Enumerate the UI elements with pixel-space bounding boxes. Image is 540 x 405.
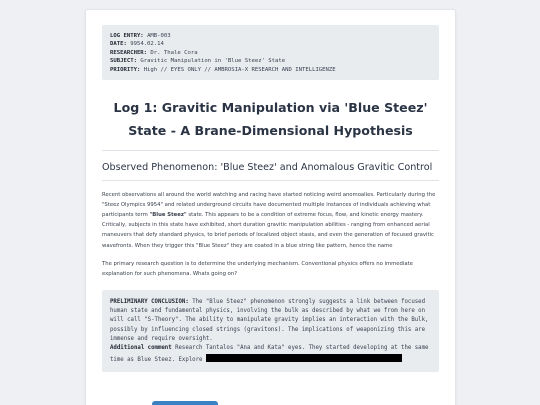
conclusion-text: The "Blue Steez" phenomenon strongly suggests a link between focused human state and fundamental physics, involving the bulk as described by what we from here on will call "S-Theory". The ability to manipulate gravity implies an interaction with the Bulk, possibly by influencing closed strings (gravitons). The implications of weaponizing this are immense and require oversight. <box>110 298 429 342</box>
redacted-block <box>206 354 402 362</box>
additional-comment-label: Additional comment <box>110 345 172 352</box>
subject-row: SUBJECT: Gravitic Manipulation in 'Blue Steez' State <box>110 58 286 65</box>
page-title: Log 1: Gravitic Manipulation via 'Blue Steez' State - A Brane-Dimensional Hypothesis <box>113 100 428 139</box>
priority-value: High // EYES ONLY // AMBROSIA-X RESEARCH AND INTELLIGENZE <box>143 66 336 73</box>
paragraph-research-question: The primary research question is to determine the underlying mechanism. Conventional physics offers no immediate explanation for such phenomena. Whats going on? <box>102 260 413 277</box>
conclusion-box <box>102 290 439 372</box>
date-value: 9954.02.14 <box>130 41 164 48</box>
conclusion-label: PRELIMINARY CONCLUSION: <box>110 298 189 305</box>
paragraph-observations: Recent observations all around the world watching and racing have started noticing weird anomoalies. Particularly during the "Steez Olympics 9954" and related underground circuits have documented multiple instances of individuals achieving what participants term "Blue Steez" state. This appears to be a condition of extreme focus, flow, and kinetic energy mastery. Critically, subjects in this state have exhibited, short duration gravitic manipulation abilities - ranging from enhanced aerial maneuvers that defy standard physics, to brief periods of localized object stasis, and even the generation of focused gravitic wavefronts. When they trigger this "Blue Steez" they are coated in a blue string like pattern, hence the name <box>102 192 436 249</box>
additional-comment-text: Research Tantalos "Ana and Kata" eyes. They started developing at the same time as Blue Steez. Explore <box>110 345 429 363</box>
researcher-row: RESEARCHER: Dr. Thale Cora <box>110 49 198 56</box>
log-entry-row: LOG ENTRY: AMB-003 <box>110 33 171 39</box>
title-divider <box>102 150 439 151</box>
section-heading: Observed Phenomenon: 'Blue Steez' and Anomalous Gravitic Control <box>102 161 439 181</box>
subject-value: Gravitic Manipulation in 'Blue Steez' State <box>140 58 286 65</box>
blue-steez-term: "Blue Steez" <box>149 212 187 219</box>
researcher-value: Dr. Thale Cora <box>150 49 198 56</box>
log-document <box>85 9 456 405</box>
log-entry-value: AMB-003 <box>147 33 171 39</box>
log-metadata-box <box>102 25 439 80</box>
date-row: DATE: 9954.02.14 <box>110 41 164 48</box>
continue-button[interactable] <box>152 401 218 405</box>
priority-row: PRIORITY: High // EYES ONLY // AMBROSIA-X RESEARCH AND INTELLIGENZE <box>110 66 336 73</box>
